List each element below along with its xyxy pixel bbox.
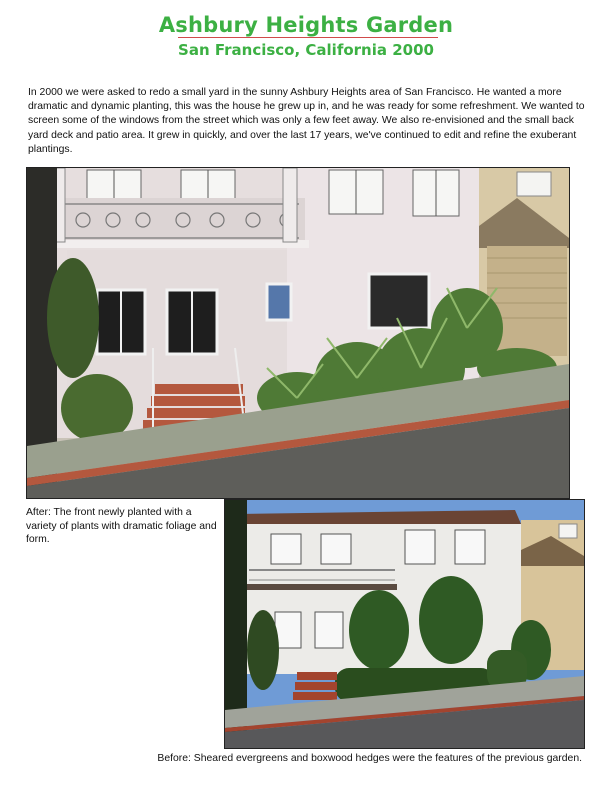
before-caption: Before: Sheared evergreens and boxwood hedges were the features of the previous garden. (157, 753, 582, 764)
page-title: Ashbury Heights Garden (158, 13, 454, 37)
title-underline (178, 37, 438, 38)
before-photo (224, 499, 585, 749)
page-subtitle: San Francisco, California 2000 (178, 41, 434, 59)
intro-paragraph: In 2000 we were asked to redo a small yard in the sunny Ashbury Heights area of San Francisco. He wanted a more dramatic and dynamic planting, this was the house he grew up in, and he was ready for some refreshment. We wanted to screen some of the windows from the street which was only a few feet away. We also re-envisioned and the small back yard deck and patio area. It grew in quickly, and over the last 17 years, we've continued to edit and refine the exuberant plantings. (28, 87, 585, 155)
after-photo (26, 167, 570, 499)
after-caption: After: The front newly planted with a variety of plants with dramatic foliage and form. (26, 507, 217, 545)
